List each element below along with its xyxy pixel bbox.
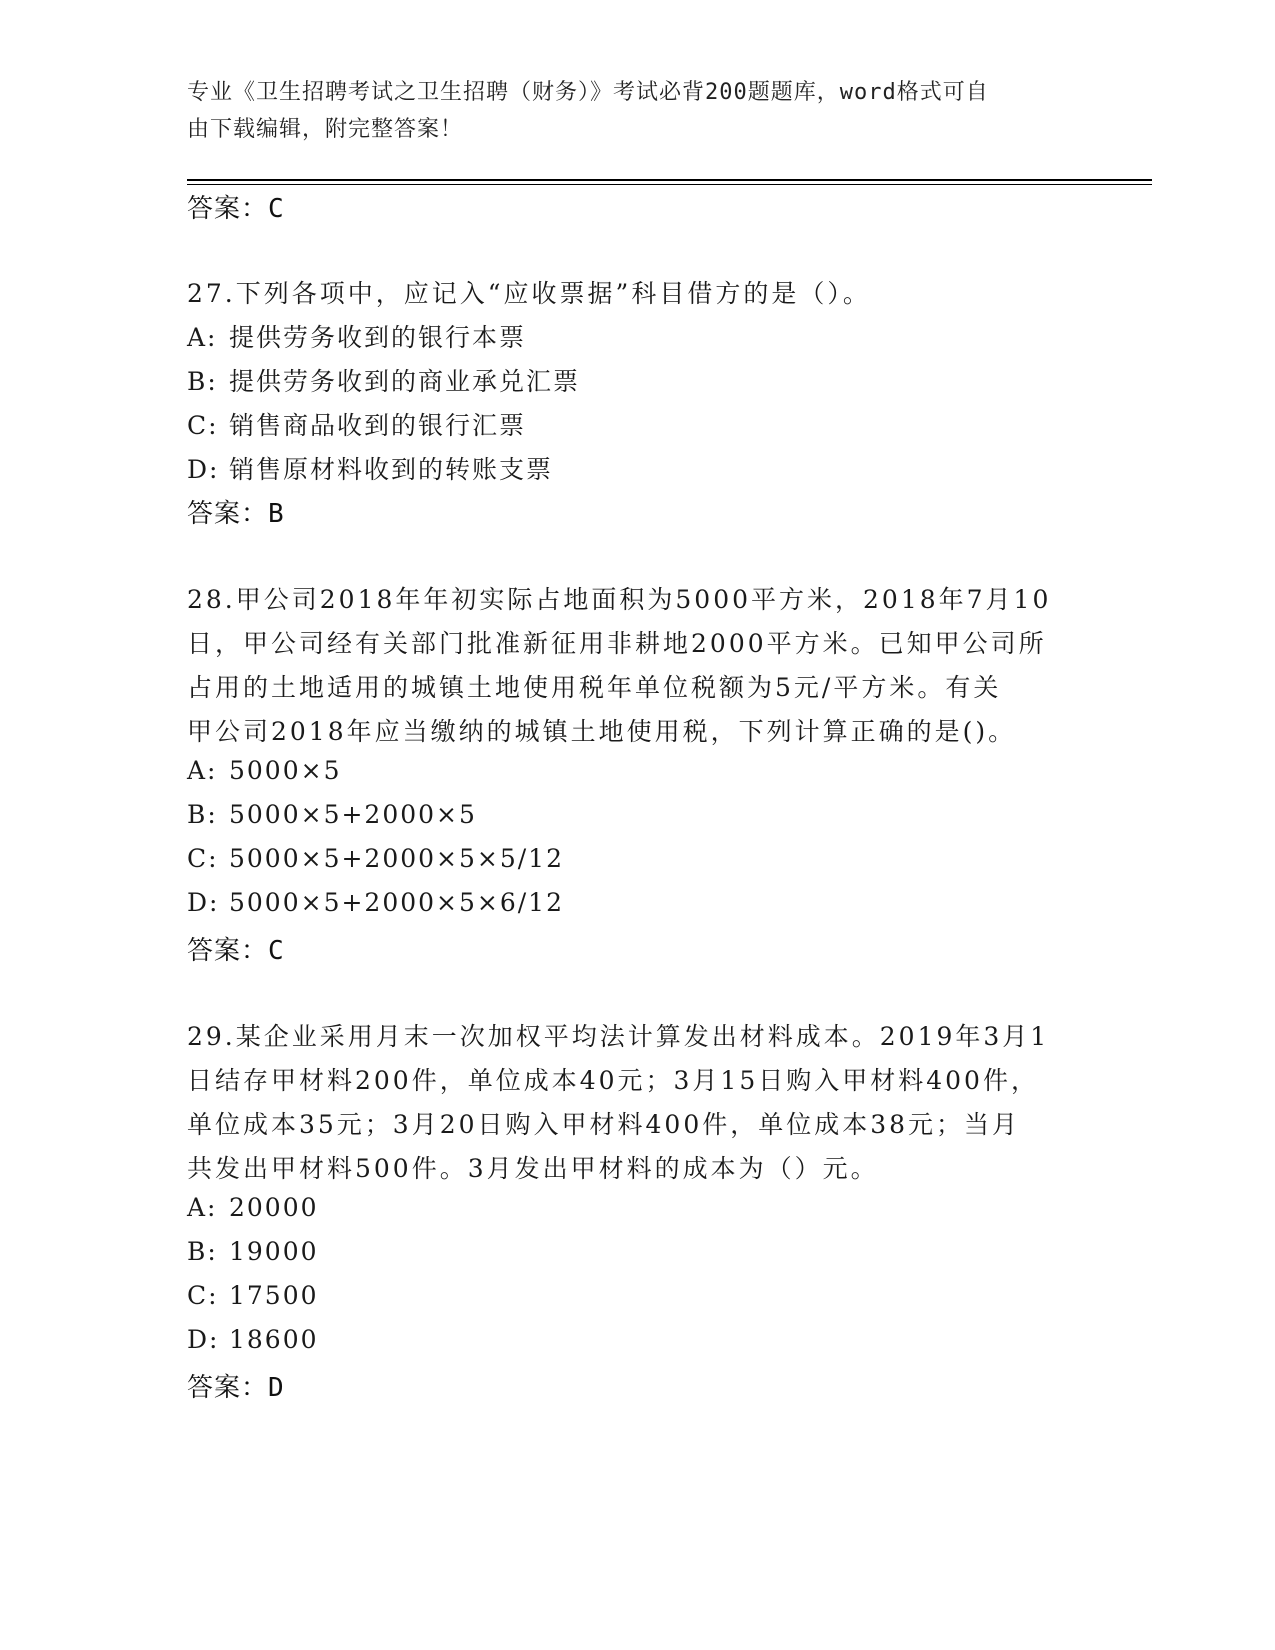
q27-option-c (187, 406, 526, 442)
q29-option-a (187, 1193, 319, 1222)
q27-option-a (187, 318, 526, 354)
option-key: D: (187, 455, 220, 484)
q29-option-b (187, 1237, 319, 1266)
q28-option-b (187, 800, 477, 829)
q29-option-c (187, 1281, 319, 1310)
q27-answer: 答案：B (187, 499, 285, 529)
option-key: A: (187, 1193, 218, 1222)
option-key: C: (187, 1281, 219, 1310)
option-text: 提供劳务收到的商业承兑汇票 (229, 367, 581, 396)
option-text: 销售商品收到的银行汇票 (229, 411, 527, 440)
q29-stem-line-2: 日结存甲材料200件，单位成本40元；3月15日购入甲材料400件， (187, 1066, 1039, 1095)
q29-option-d (187, 1325, 319, 1354)
document-header (187, 74, 1067, 148)
q27-option-b (187, 362, 580, 398)
q28-option-a (187, 756, 341, 785)
option-text: 5000×5+2000×5×6/12 (229, 888, 564, 917)
option-text: 5000×5+2000×5 (229, 800, 477, 829)
header-line-2: 由下载编辑，附完整答案！ (187, 117, 464, 142)
q28-stem-line-1: 28.甲公司2018年年初实际占地面积为5000平方米，2018年7月10 (187, 585, 1052, 614)
q28-stem-line-4: 甲公司2018年应当缴纳的城镇土地使用税，下列计算正确的是()。 (187, 717, 1017, 746)
q28-option-d (187, 888, 564, 917)
q29-answer: 答案：D (187, 1373, 285, 1403)
q28-option-c (187, 844, 564, 873)
q28-stem-line-3: 占用的土地适用的城镇土地使用税年单位税额为5元/平方米。有关 (187, 673, 1002, 702)
option-key: C: (187, 844, 219, 873)
option-text: 提供劳务收到的银行本票 (229, 323, 527, 352)
q29-stem-line-4: 共发出甲材料500件。3月发出甲材料的成本为（）元。 (187, 1154, 879, 1183)
option-text: 5000×5+2000×5×5/12 (229, 844, 564, 873)
option-text: 17500 (229, 1281, 319, 1310)
q29-stem-line-3: 单位成本35元；3月20日购入甲材料400件，单位成本38元；当月 (187, 1110, 1021, 1139)
option-key: A: (187, 323, 218, 352)
q27-option-d (187, 450, 553, 486)
q27-stem-line: 27.下列各项中，应记入“应收票据”科目借方的是（）。 (187, 279, 871, 308)
option-key: B: (187, 800, 218, 829)
header-line-1: 专业《卫生招聘考试之卫生招聘（财务）》考试必背200题题库，word格式可自 (187, 80, 989, 105)
option-key: D: (187, 888, 220, 917)
option-key: B: (187, 367, 218, 396)
option-text: 19000 (229, 1237, 319, 1266)
option-text: 销售原材料收到的转账支票 (229, 455, 554, 484)
q28-stem-line-2: 日，甲公司经有关部门批准新征用非耕地2000平方米。已知甲公司所 (187, 629, 1047, 658)
option-key: B: (187, 1237, 218, 1266)
q28-answer: 答案：C (187, 936, 285, 966)
q29-stem-line-1: 29.某企业采用月末一次加权平均法计算发出材料成本。2019年3月1 (187, 1022, 1050, 1051)
option-text: 5000×5 (229, 756, 342, 785)
option-text: 20000 (229, 1193, 319, 1222)
option-key: D: (187, 1325, 220, 1354)
option-text: 18600 (229, 1325, 319, 1354)
option-key: C: (187, 411, 219, 440)
header-rule-thick (187, 179, 1152, 181)
option-key: A: (187, 756, 218, 785)
previous-answer: 答案：C (187, 194, 285, 224)
header-rule-thin (187, 184, 1152, 185)
